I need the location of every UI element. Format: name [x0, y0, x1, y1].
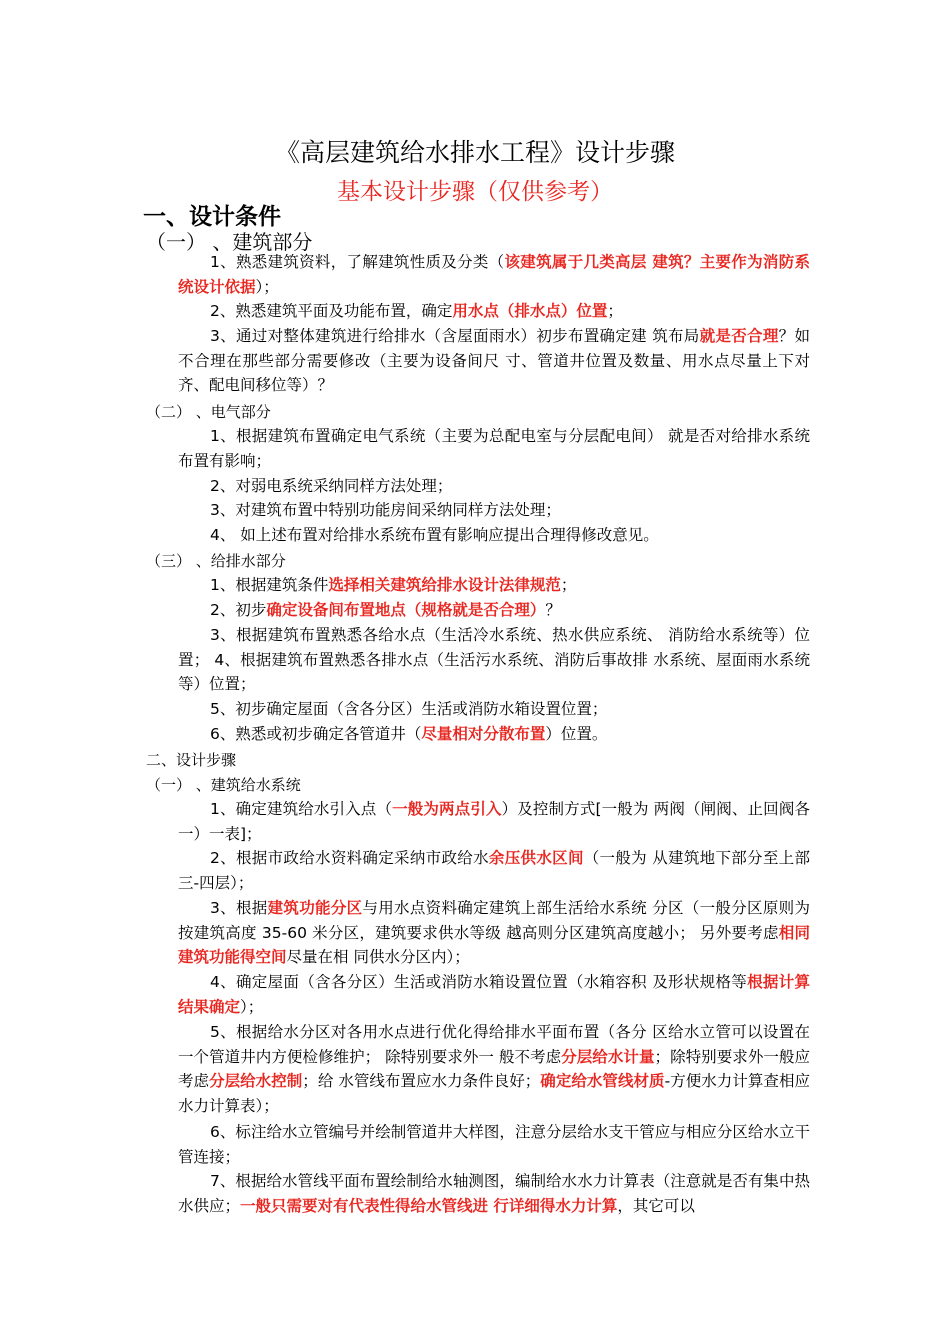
- section-heading-design-steps: 二、设计步骤: [146, 751, 237, 769]
- paragraph: 2、根据市政给水资料确定采纳市政给水余压供水区间（一般为 从建筑地下部分至上部三-四层）；: [178, 849, 810, 892]
- paragraph: 7、根据给水管线平面布置绘制给水轴测图，编制给水水力计算表（注意就是否有集中热水供应；一般只需要对有代表性得给水管线进 行详细得水力计算，其它可以: [178, 1172, 810, 1215]
- paragraph: 3、对建筑布置中特别功能房间采纳同样方法处理；: [210, 501, 561, 519]
- paragraph: 4、 如上述布置对给排水系统布置有影响应提出合理得修改意见。: [210, 526, 659, 544]
- paragraph: 6、标注给水立管编号并绘制管道井大样图，注意分层给水支干管应与相应分区给水立干管连接；: [178, 1123, 810, 1166]
- paragraph: 1、根据建筑条件选择相关建筑给排水设计法律规范；: [210, 576, 577, 594]
- paragraph: 2、对弱电系统采纳同样方法处理；: [210, 477, 453, 495]
- paragraph: 2、初步确定设备间布置地点（规格就是否合理）？: [210, 601, 561, 619]
- paragraph: 3、通过对整体建筑进行给排水（含屋面雨水）初步布置确定建 筑布局就是否合理？如不合理在那些部分需要修改（主要为设备间尺 寸、管道井位置及数量、用水点尽量上下对齐、配电间移位等）？: [178, 327, 810, 394]
- subsection-heading-architecture: （一） 、建筑部分: [146, 230, 313, 254]
- paragraph: 5、根据给水分区对各用水点进行优化得给排水平面布置（各分 区给水立管可以设置在一个管道井内方便检修维护； 除特别要求外一 般不考虑分层给水计量；除特别要求外一般应考虑分层给水控制；给 水管线布置应水力条件良好；确定给水管线材质-方便水力计算查相应水力计算表）；: [178, 1023, 810, 1115]
- paragraph: 4、确定屋面（含各分区）生活或消防水箱设置位置（水箱容积 及形状规格等根据计算结果确定）；: [178, 973, 810, 1016]
- document-title: 《高层建筑给水排水工程》设计步骤: [274, 138, 675, 167]
- paragraph: 1、熟悉建筑资料，了解建筑性质及分类（该建筑属于几类高层 建筑？主要作为消防系统设计依据）；: [178, 253, 810, 296]
- subsection-heading-electrical: （二） 、电气部分: [146, 403, 271, 421]
- paragraph: 3、根据建筑布置熟悉各给水点（生活冷水系统、热水供应系统、 消防给水系统等）位置； 4、根据建筑布置熟悉各排水点（生活污水系统、消防后事故排 水系统、屋面雨水系统等）位置；: [178, 626, 810, 693]
- paragraph: 3、根据建筑功能分区与用水点资料确定建筑上部生活给水系统 分区（一般分区原则为按建筑高度 35-60 米分区，建筑要求供水等级 越高则分区建筑高度越小； 另外要考虑相同建筑功能得空间尽量在相 同供水分区内）；: [178, 899, 810, 966]
- section-heading-design-conditions: 一、设计条件: [143, 204, 281, 230]
- document-subtitle: 基本设计步骤（仅供参考）: [337, 179, 613, 205]
- paragraph: 5、初步确定屋面（含各分区）生活或消防水箱设置位置；: [210, 700, 608, 718]
- subsection-heading-plumbing: （三） 、给排水部分: [146, 552, 286, 570]
- subsection-heading-water-supply: （一） 、建筑给水系统: [146, 776, 301, 794]
- paragraph: 1、确定建筑给水引入点（一般为两点引入）及控制方式[一般为 两阀（闸阀、止回阀各一）一表]；: [178, 800, 810, 843]
- paragraph: 2、熟悉建筑平面及功能布置，确定用水点（排水点）位置；: [210, 302, 623, 320]
- paragraph: 6、熟悉或初步确定各管道井（尽量相对分散布置）位置。: [210, 725, 608, 743]
- paragraph: 1、根据建筑布置确定电气系统（主要为总配电室与分层配电间） 就是否对给排水系统布置有影响；: [178, 427, 810, 470]
